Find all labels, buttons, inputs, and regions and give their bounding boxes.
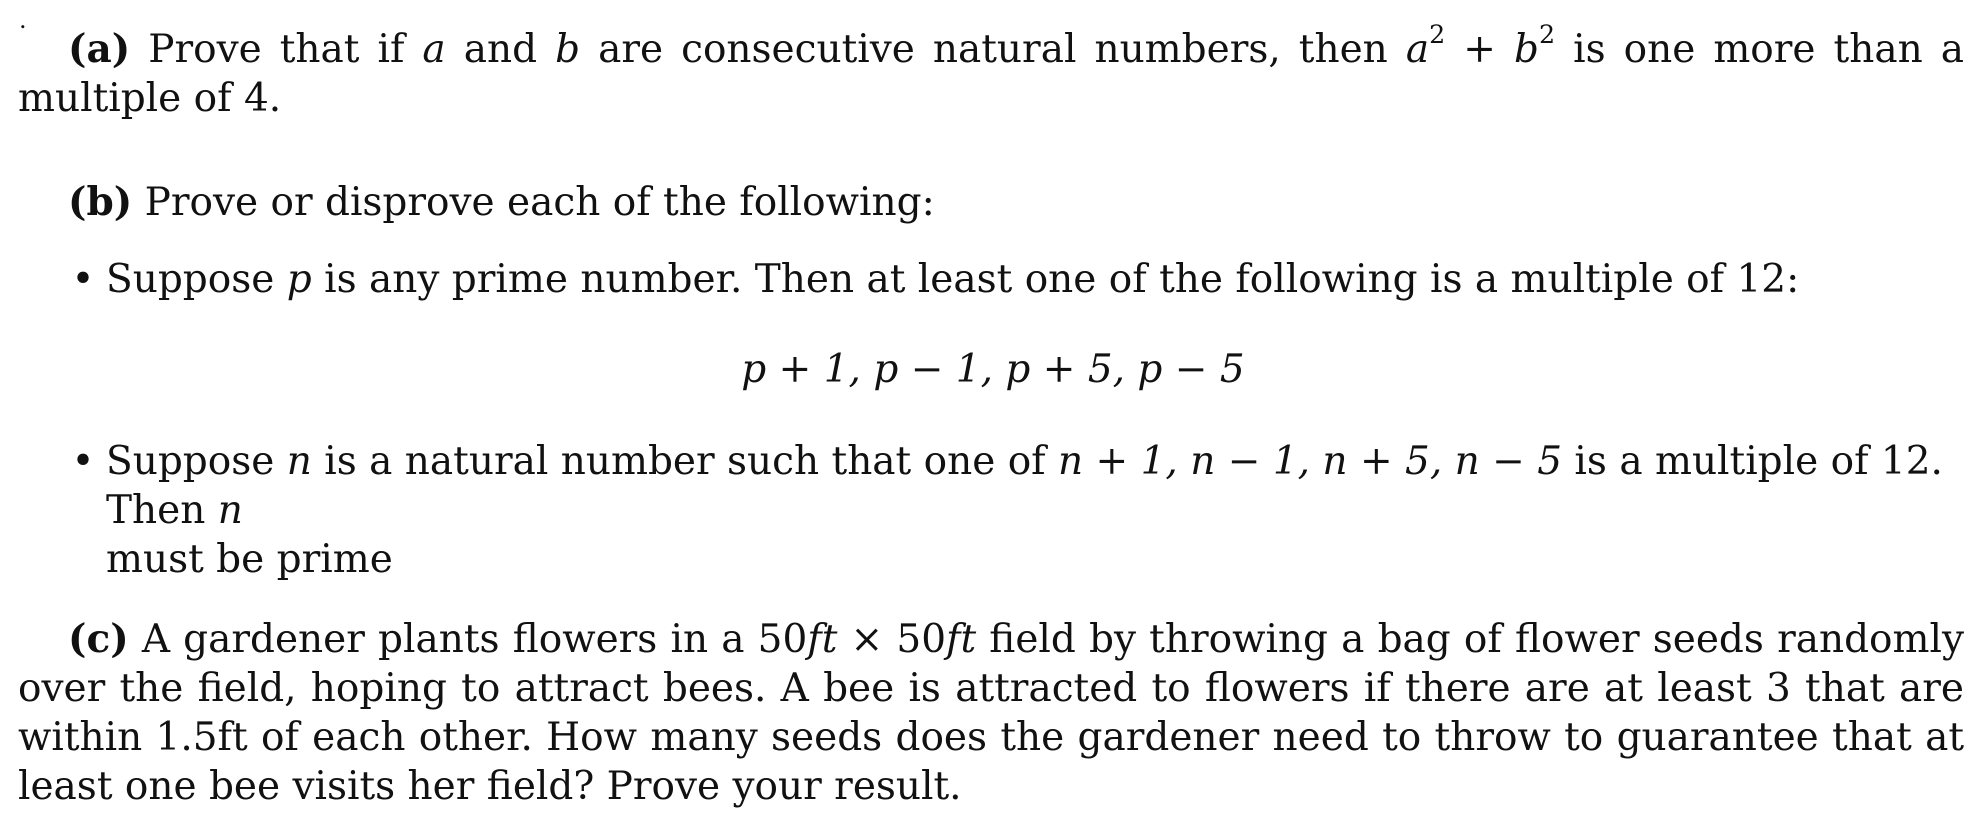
var-b: b: [555, 27, 581, 72]
plus-sign: +: [1445, 27, 1514, 72]
expr-a: a: [1405, 27, 1430, 72]
part-a-text-1: Prove that if: [130, 27, 423, 72]
var-a: a: [422, 27, 446, 72]
part-a-text-3: are consecutive natural numbers, then: [580, 27, 1406, 72]
part-a-text-4: is one more than a multiple of 4.: [18, 27, 1964, 121]
var-n-2: n: [217, 488, 243, 533]
bullet-item-1: [68, 255, 1964, 304]
part-a-paragraph: [18, 19, 1964, 123]
part-b-intro-text: Prove or disprove each of the following:: [132, 180, 935, 225]
part-c-label: (c): [68, 616, 129, 662]
bullet-2-text: Suppose n is a natural number such that one of n + 1, n − 1, n + 5, n − 5 is a multiple of 12. Then n must be prime: [106, 439, 1943, 582]
bullet-1-text: Suppose p is any prime number. Then at least one of the following is a multiple of 12:: [106, 257, 1800, 302]
n-expressions: n + 1, n − 1, n + 5, n − 5: [1058, 439, 1563, 484]
part-b-intro: [18, 178, 1964, 227]
bullet-icon: •: [71, 439, 95, 484]
unit-ft-1: ft: [807, 617, 838, 662]
display-expression: p + 1, p − 1, p + 5, p − 5: [741, 347, 1245, 392]
expr-b: b: [1513, 27, 1539, 72]
part-b-label: (b): [68, 179, 133, 225]
exponent-2: 2: [1538, 19, 1556, 49]
part-a-text-2: and: [445, 27, 556, 72]
var-p: p: [286, 257, 312, 302]
part-a-label: (a): [68, 26, 131, 72]
part-c-paragraph: (c) A gardener plants flowers in a 50ft × 50ft field by throwing a bag of flower seeds randomly over the field, hoping to attract bees. A bee is attracted to flowers if there are at least 3 that are within 1.5ft of each other. How many seeds does the gardener need to throw to guarantee that at least one bee visits her field? Prove your result.: [18, 616, 1965, 809]
top-mark: .: [19, 6, 27, 34]
bullet-item-2: [68, 437, 1964, 584]
part-c-text: field by throwing a bag of flower seeds randomly over the field, hoping to attract bees. A bee is attracted to flowers if there are at least 3 that are within 1.5ft of each other. How many seeds does the gardener need to throw to guarantee that at least one bee visits her field? Prove your result.: [18, 617, 1965, 809]
var-n: n: [286, 439, 312, 484]
unit-ft-2: ft: [946, 617, 977, 662]
bullet-icon: •: [71, 257, 95, 302]
exponent-1: 2: [1429, 19, 1446, 49]
